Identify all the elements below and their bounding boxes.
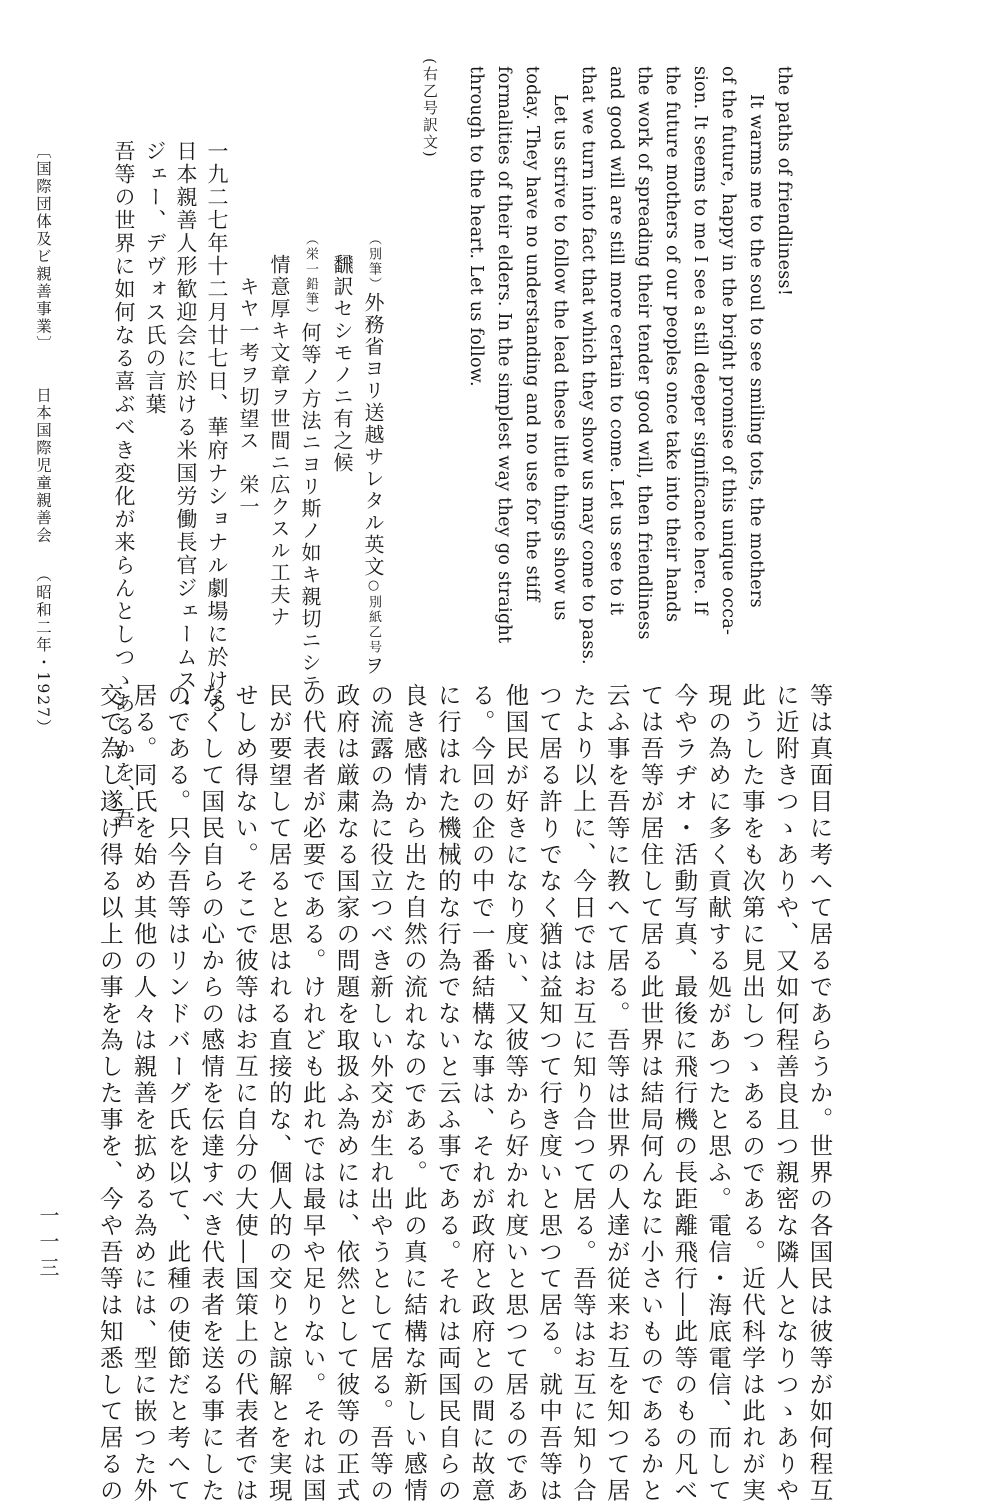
english-line: of the future, happy in the bright promise of this unique occa- xyxy=(718,66,738,636)
body-line: の代表者が必要である。けれども此れでは最早や足りない。それは国 xyxy=(298,683,327,1505)
body-line: 居る。同氏を始め其他の人々は親善を拡める為めには、型に嵌つた外 xyxy=(129,683,158,1505)
english-line: Let us strive to follow the lead these little things show us xyxy=(550,94,570,621)
memo-annotation: （別筆） xyxy=(366,232,381,292)
english-line: through to the heart. Let us follow. xyxy=(466,66,486,387)
footer-org: 日本国際児童親善会 xyxy=(34,387,52,545)
memo-line: キヤ一考ヲ切望ス 栄一 xyxy=(236,276,260,518)
body-line: に行はれた機械的な行為でないと云ふ事である。それは両国民自らの xyxy=(433,683,462,1505)
body-line: 等は真面目に考へて居るであらうか。世界の各国民は彼等が如何程互 xyxy=(805,683,834,1505)
body-line: の流露の為に役立つべき新しい外交が生れ出やうとして居る。吾等の xyxy=(366,683,395,1505)
page-number: 一一三 xyxy=(36,1205,60,1283)
memo-annotation: ○別紙乙号 xyxy=(366,578,381,655)
body-line: 今やラヂオ・活動写真、最後に飛行機の長距離飛行―此等のもの凡べ xyxy=(670,683,699,1505)
english-line: today. They have no understanding and no use for the stiff xyxy=(522,66,542,602)
body-line: 交で為し遂げ得る以上の事を為した事を、今や吾等は知悉して居るの xyxy=(95,683,124,1505)
memo-line: 飜訳セシモノニ有之候 xyxy=(330,254,354,474)
body-line: 良き感情から出た自然の流れなのである。此の真に結構な新しい感情 xyxy=(399,683,428,1505)
memo-line: （栄一鉛筆）何等ノ方法ニヨリ斯ノ如キ親切ニシテ xyxy=(298,232,322,696)
english-line: sion. It seems to me I see a still deeper significance here. If xyxy=(690,66,710,615)
heading-line: 日本親善人形歓迎会に於ける米国労働長官ジェームス・ xyxy=(174,140,198,715)
speech-heading-block xyxy=(108,140,232,830)
body-line: 民が要望して居ると思はれる直接的な、個人的の交りと諒解とを実現 xyxy=(264,683,293,1505)
body-line: 云ふ事を吾等に教へて居る。吾等は世界の人達が従来お互を知つて居 xyxy=(602,683,631,1505)
body-line: ては吾等が居住して居る此世界は結局何んなに小さいものであるかと xyxy=(636,683,665,1505)
english-line: and good will are still more certain to come. Let us see to it xyxy=(606,66,626,616)
english-line: the work of spreading their tender good will, then friendliness xyxy=(634,66,654,640)
heading-line: 一九二七年十二月廿七日、華府ナショナル劇場に於ける xyxy=(205,140,229,715)
body-line: たより以上に、今日ではお互に知り合つて居る。吾等はお互に知り合 xyxy=(568,683,597,1505)
body-line: つて居る許りでなく猶は益知つて行き度いと思つて居る。就中吾等は xyxy=(535,683,564,1505)
body-line: に近附きつゝありや、又如何程善良且つ親密な隣人となりつゝありや xyxy=(771,683,800,1505)
memo-line: 情意厚キ文章ヲ世間ニ広クスル工夫ナ xyxy=(267,254,291,628)
footer-section: 〔国際団体及ビ親善事業〕 xyxy=(34,143,52,353)
body-line: 此うした事をも次第に見出しつゝあるのである。近代科学は此れが実 xyxy=(737,683,766,1505)
body-line: 他国民が好きになり度い、又彼等から好かれ度いと思つて居るのであ xyxy=(501,683,530,1505)
body-line: せしめ得ない。そこで彼等はお互に自分の大使―国策上の代表者では xyxy=(230,683,259,1505)
memo-block xyxy=(232,232,389,696)
footer-date: （昭和二年・1927） xyxy=(34,566,52,737)
body-text-block xyxy=(92,683,836,1505)
body-line: なくして国民自らの心からの感情を伝達すべき代表者を送る事にした xyxy=(197,683,226,1505)
body-line: のである。只今吾等はリンドバーグ氏を以て、此種の使節だと考へて xyxy=(163,683,192,1505)
running-footer xyxy=(32,143,54,737)
heading-line: 吾等の世界に如何なる喜ぶべき変化が来らんとしつゝあるかを、吾 xyxy=(112,140,136,830)
english-text-block xyxy=(462,66,798,666)
english-line: the paths of friendliness! xyxy=(774,66,794,297)
english-line: It warms me to the soul to see smiling tots, the mothers xyxy=(746,94,766,608)
translation-note: (右乙号訳文) xyxy=(421,58,439,159)
memo-line: （別筆）外務省ヨリ送越サレタル英文○別紙乙号ヲ xyxy=(361,232,385,677)
memo-annotation: （栄一鉛筆） xyxy=(303,232,318,322)
body-line: 政府は厳粛なる国家の問題を取扱ふ為めには、依然として彼等の正式 xyxy=(332,683,361,1505)
heading-line: ジェー、デヴォス氏の言葉 xyxy=(143,140,167,416)
body-line: 現の為めに多く貢献する処があつたと思ふ。電信・海底電信、而して xyxy=(704,683,733,1505)
english-line: that we turn into fact that which they show us may come to pass. xyxy=(578,66,598,665)
english-line: formalities of their elders. In the simplest way they go straight xyxy=(494,66,514,644)
body-line: る。今回の企の中で一番結構な事は、それが政府と政府との間に故意 xyxy=(467,683,496,1505)
english-line: the future mothers of our peoples once take into their hands xyxy=(662,66,682,623)
